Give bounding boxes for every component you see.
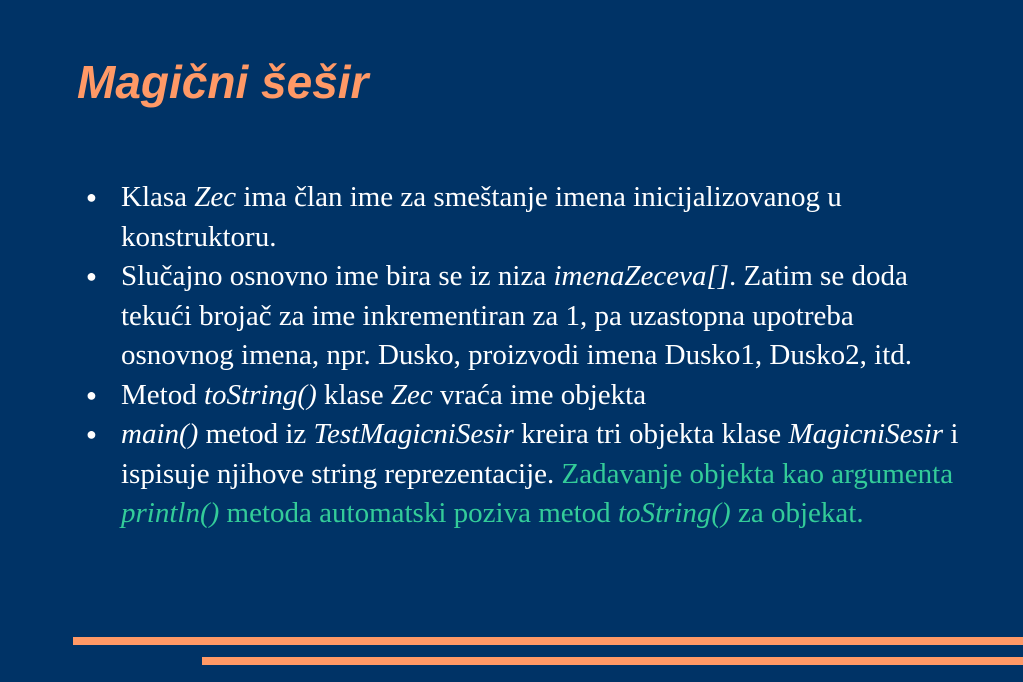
slide-title: Magični šešir: [77, 56, 369, 108]
bullet-italic-run: toString(): [617, 497, 731, 529]
bullet-italic-run: Zec: [390, 378, 433, 411]
bullet-text-run: za objekat.: [730, 497, 864, 529]
bullet-italic-run: MagicniSesir: [788, 418, 944, 450]
bullet-italic-run: imenaZeceva[]: [553, 260, 730, 292]
bullet-item-1: [86, 178, 971, 257]
bullet-text-run: klase: [316, 378, 391, 411]
decorative-rule-upper: [73, 637, 1023, 645]
bullet-italic-run: toString(): [203, 378, 317, 411]
bullet-dot-icon: ●: [86, 384, 97, 405]
bullet-text-run: Metod: [121, 378, 204, 411]
bullet-text-run: ima član ime za smeštanje imena inicijalizovanog u konstruktoru.: [121, 181, 842, 253]
bullet-text-run: Klasa: [121, 181, 195, 213]
bullet-list: [86, 178, 971, 534]
bullet-italic-run: Zec: [194, 181, 237, 213]
bullet-dot-icon: ●: [86, 187, 97, 207]
decorative-rule-lower: [202, 657, 1023, 665]
bullet-italic-run: TestMagicniSesir: [313, 418, 514, 450]
bullet-italic-run: main(): [121, 418, 199, 450]
bullet-text-run: vraća ime objekta: [432, 378, 647, 411]
bullet-text: [121, 379, 646, 411]
bullet-text: [121, 181, 842, 253]
bullet-item-3: [86, 376, 971, 416]
bullet-text-run: kreira tri objekta klase: [513, 418, 789, 450]
bullet-text-run: metod iz: [198, 418, 314, 450]
bullet-text-run: . Zatim se doda tekući brojač za ime inkrementiran za 1, pa uzastopna upotreba osnovnog imena, npr. Dusko, proizvodi imena Dusko1, Dusko2, itd.: [121, 260, 913, 371]
bullet-text-run: metoda automatski poziva metod: [219, 497, 618, 529]
bullet-text-run: Slučajno osnovno ime bira se iz niza: [121, 260, 554, 292]
bullet-item-2: [86, 257, 971, 376]
bullet-item-4: [86, 415, 971, 534]
bullet-dot-icon: ●: [86, 424, 97, 444]
bullet-text-run: Zadavanje objekta kao argumenta: [561, 457, 954, 490]
bullet-text: [121, 418, 958, 529]
bullet-dot-icon: ●: [86, 266, 97, 286]
bullet-text-run: i ispisuje njihove string reprezentacije.: [121, 418, 959, 490]
bullet-text: [121, 260, 912, 371]
bullet-italic-run: println(): [121, 497, 220, 529]
